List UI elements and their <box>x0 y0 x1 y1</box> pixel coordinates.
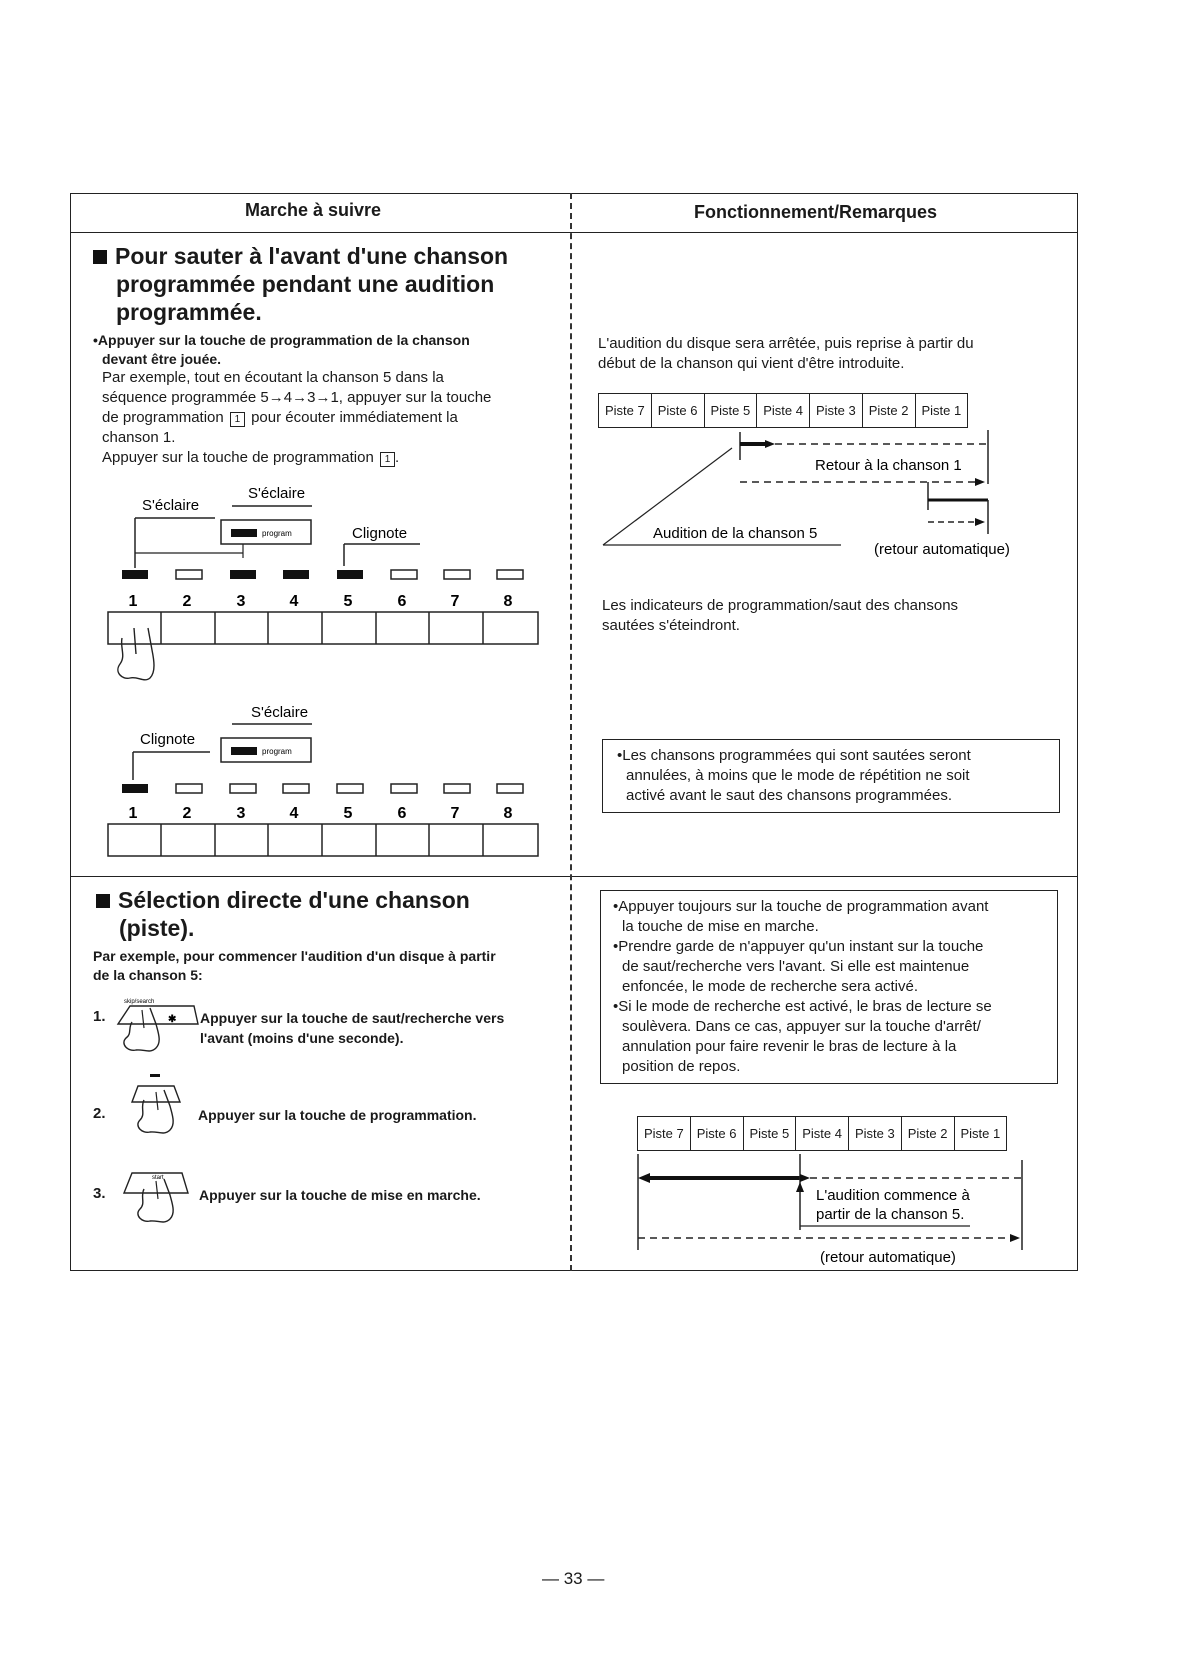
column-header-left: Marche à suivre <box>245 200 382 220</box>
program-label: program <box>262 747 292 756</box>
svg-text:3: 3 <box>236 805 246 822</box>
label-return-song-1: Retour à la chanson 1 <box>815 457 962 474</box>
section2-title: Sélection directe d'une chanson (piste). <box>96 886 470 942</box>
svg-text:1: 1 <box>128 805 138 822</box>
section2-note-box: •Appuyer toujours sur la touche de programmation avant la touche de mise en marche. •Prendre garde de n'appuyer qu'un instant sur la touche de saut/recherche vers l'avant. Si elle est maintenue enfoncée, le mode de recherche sera activé. •Si le mode de recherche est activé, le bras de lecture se soulèvera. Dans ce cas, appuyer sur la touche d'arrêt/ annulation pour faire revenir le bras de lecture à la position de repos. <box>600 890 1058 1084</box>
svg-text:8: 8 <box>503 593 513 610</box>
program-label: program <box>262 529 292 538</box>
step-1-text: Appuyer sur la touche de saut/recherche vers l'avant (moins d'une seconde). <box>200 1010 505 1046</box>
svg-text:start: start <box>152 1175 164 1181</box>
track-numbers <box>129 805 513 822</box>
start-key-icon <box>118 1165 198 1230</box>
label-lit-program: S'éclaire <box>251 704 309 721</box>
label-auto-return: (retour automatique) <box>874 541 1010 558</box>
label-blink: Clignote <box>140 731 196 748</box>
page-number: — 33 — <box>542 1569 605 1588</box>
header-divider <box>70 232 1078 233</box>
step-1-number: 1. <box>93 1008 106 1025</box>
track-cell: Piste 4 <box>796 1117 849 1150</box>
track-cell: Piste 6 <box>652 394 705 427</box>
svg-text:7: 7 <box>450 593 460 610</box>
indicator-row <box>122 570 523 579</box>
indicator-row <box>122 784 523 793</box>
svg-text:✱: ✱ <box>168 1014 177 1025</box>
step-3-text: Appuyer sur la touche de mise en marche. <box>199 1187 481 1203</box>
track-cell: Piste 1 <box>960 1126 1001 1141</box>
section1-instruction-text: Par exemple, tout en écoutant la chanson 5 dans la séquence programmée 5→4→3→1, appuyer sur la touche de programmation 1 pour écouter immédiatement la chanson 1. Appuyer sur la touche de programmation 1 . <box>102 369 492 466</box>
svg-text:4: 4 <box>289 593 299 610</box>
label-lit-program: S'éclaire <box>248 485 306 502</box>
svg-text:3: 3 <box>236 593 246 610</box>
label-lit-left: S'éclaire <box>142 497 200 514</box>
label-audition-start-2: partir de la chanson 5. <box>816 1206 965 1223</box>
svg-text:2: 2 <box>182 593 192 610</box>
svg-text:2: 2 <box>182 805 192 822</box>
svg-text:5: 5 <box>343 805 353 822</box>
track-cell: Piste 7 <box>599 394 652 427</box>
step-2-text: Appuyer sur la touche de programmation. <box>198 1107 477 1123</box>
program-indicator-diagram-2 <box>100 700 550 860</box>
direct-select-flow-diagram <box>630 1150 1030 1265</box>
section-divider <box>70 876 1078 877</box>
section1-instruction-bold: •Appuyer sur la touche de programmation de la chanson devant être jouée. <box>93 332 470 367</box>
skip-search-key-icon <box>110 994 200 1054</box>
bullet-square-icon <box>96 894 110 908</box>
hand-press-icon <box>118 628 154 680</box>
svg-text:6: 6 <box>397 805 407 822</box>
section1-remark-1: L'audition du disque sera arrêtée, puis reprise à partir du début de la chanson qui vient d'être introduite. <box>598 335 974 372</box>
track-cell: Piste 2 <box>902 1117 955 1150</box>
track-cell: Piste 5 <box>705 394 758 427</box>
section1-note-box: •Les chansons programmées qui sont sautées seront annulées, à moins que le mode de répétition ne soit activé avant le saut des chansons programmées. <box>602 739 1060 813</box>
column-header-right: Fonctionnement/Remarques <box>694 202 938 222</box>
section2-intro: Par exemple, pour commencer l'audition d'un disque à partir de la chanson 5: <box>93 948 496 983</box>
column-divider <box>570 193 572 1271</box>
skip-flow-diagram <box>595 430 1055 560</box>
svg-text:4: 4 <box>289 805 299 822</box>
svg-text:8: 8 <box>503 805 513 822</box>
svg-text:1: 1 <box>128 593 138 610</box>
track-cell: Piste 3 <box>810 394 863 427</box>
program-key-icon <box>128 1068 188 1138</box>
svg-text:6: 6 <box>397 593 407 610</box>
track-cell: Piste 1 <box>921 403 962 418</box>
program-key-row <box>108 612 538 644</box>
step-2-number: 2. <box>93 1105 106 1122</box>
track-cell: Piste 4 <box>757 394 810 427</box>
section1-remark-2: Les indicateurs de programmation/saut des chansons sautées s'éteindront. <box>602 597 959 634</box>
track-cell: Piste 5 <box>744 1117 797 1150</box>
label-blink: Clignote <box>352 525 408 542</box>
track-strip-2 <box>637 1116 1007 1151</box>
bullet-square-icon <box>93 250 107 264</box>
track-cell: Piste 6 <box>691 1117 744 1150</box>
program-key-1-icon: 1 <box>380 452 395 467</box>
track-cell: Piste 7 <box>638 1117 691 1150</box>
svg-text:skip/search: skip/search <box>124 999 155 1005</box>
track-cell: Piste 3 <box>849 1117 902 1150</box>
label-auto-return: (retour automatique) <box>820 1249 956 1265</box>
svg-text:7: 7 <box>450 805 460 822</box>
track-cell: Piste 2 <box>863 394 916 427</box>
label-audition-start-1: L'audition commence à <box>816 1187 970 1204</box>
svg-text:5: 5 <box>343 593 353 610</box>
label-audition-song-5: Audition de la chanson 5 <box>653 525 818 542</box>
program-key-1-icon: 1 <box>230 412 245 427</box>
program-key-row <box>108 824 538 856</box>
track-strip-1 <box>598 393 968 428</box>
track-numbers <box>129 593 513 610</box>
section1-title: Pour sauter à l'avant d'une chanson programmée pendant une audition programmée. <box>93 242 508 326</box>
step-3-number: 3. <box>93 1185 106 1202</box>
program-indicator-diagram-1 <box>100 478 550 693</box>
